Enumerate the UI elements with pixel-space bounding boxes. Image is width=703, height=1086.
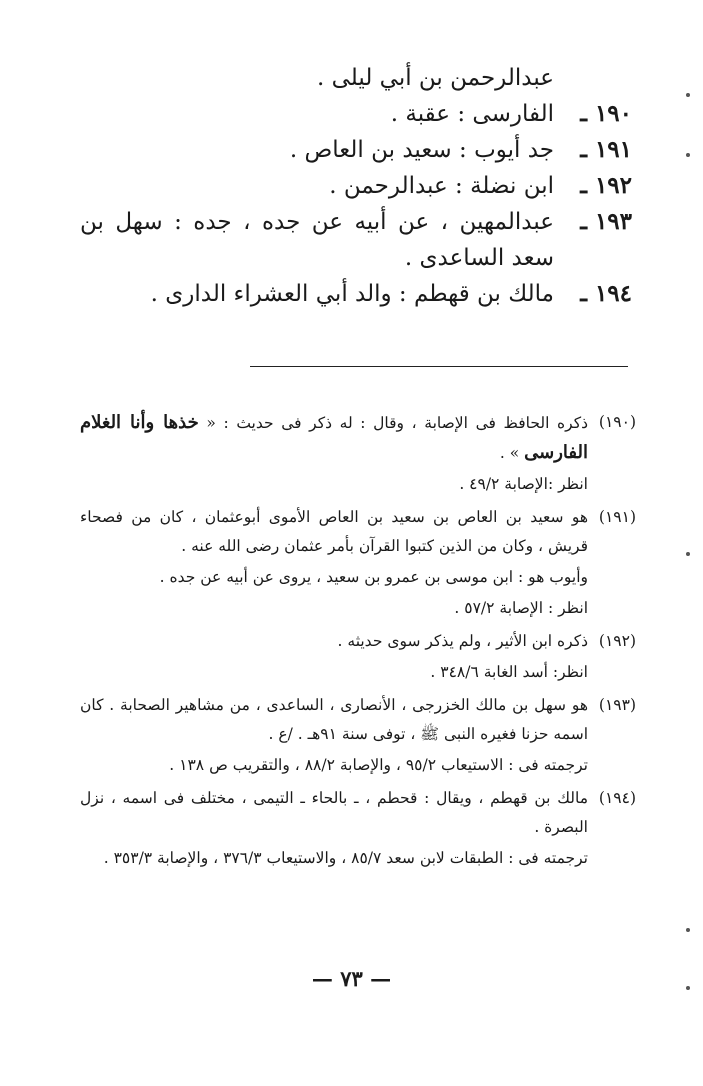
margin-speck <box>686 552 690 556</box>
footnote-text: مالك بن قهطم ، ويقال : قحطم ، ـ بالحاء ـ التيمى ، مختلف فى اسمه ، نزل البصرة . <box>80 789 588 836</box>
entry-192 <box>80 168 632 204</box>
entry-191 <box>80 132 632 168</box>
hadith-quote: خذها وأنا الغلام الفارسى <box>80 412 588 463</box>
footnote-reference: ترجمته فى : الطبقات لابن سعد ٨٥/٧ ، والاستيعاب ٣٧٦/٣ ، والإصابة ٣٥٣/٣ . <box>103 849 588 867</box>
footnote-text: ذكره ابن الأثير ، ولم يذكر سوى حديثه . <box>337 632 588 650</box>
footnote-reference: انظر: أسد الغابة ٣٤٨/٦ . <box>430 663 588 681</box>
entry-number: ١٩٤ ـ <box>580 280 632 307</box>
footnote-190 <box>80 408 636 499</box>
footnote-body: ذكره الحافظ فى الإصابة ، وقال : له ذكر فى حديث : « <box>198 414 588 432</box>
entry-190 <box>80 96 632 132</box>
footnote-reference: انظر :الإصابة ٤٩/٢ . <box>459 475 588 493</box>
entry-number: ١٩٠ ـ <box>580 100 632 127</box>
footnote-tail: » . <box>499 444 525 462</box>
footnote-line: وأيوب هو : ابن موسى بن عمرو بن سعيد ، يروى عن أبيه عن جده . <box>159 568 588 586</box>
footnote-text: هو سعيد بن العاص بن سعيد بن العاص الأموى أبوعثمان ، كان من فصحاء قريش ، وكان من الذين كتبوا القرآن بأمر عثمان رضى الله عنه . <box>80 508 588 555</box>
entry-194 <box>80 276 632 312</box>
footnote-194 <box>80 784 636 873</box>
footnote-reference: انظر : الإصابة ٥٧/٢ . <box>454 599 588 617</box>
margin-speck <box>686 928 690 932</box>
footnote-number: (١٩٢) <box>598 632 636 650</box>
footnotes <box>80 408 636 877</box>
entry-number: ١٩٣ ـ <box>580 208 632 235</box>
margin-speck <box>686 93 690 97</box>
footnote-reference: ترجمته فى : الاستيعاب ٩٥/٢ ، والإصابة ٨٨/٢ ، والتقريب ص ١٣٨ . <box>169 756 588 774</box>
entry-text: مالك بن قهطم : والد أبي العشراء الدارى . <box>150 281 554 307</box>
footnote-191 <box>80 503 636 623</box>
entry-number: ١٩٢ ـ <box>580 172 632 199</box>
footnote-193 <box>80 691 636 780</box>
entry-text: الفارسى : عقبة . <box>390 101 554 127</box>
footnote-number: (١٩١) <box>598 508 636 526</box>
name-entries <box>80 60 632 312</box>
footnote-192 <box>80 627 636 687</box>
entry-193 <box>80 204 632 276</box>
entry-continuation <box>80 60 632 96</box>
page-number: — ٧٣ — <box>311 966 392 991</box>
footnote-text <box>80 408 588 468</box>
footnote-number: (١٩٣) <box>598 696 636 714</box>
entry-number: ١٩١ ـ <box>580 136 632 163</box>
footnote-number: (١٩٤) <box>598 789 636 807</box>
entry-text: ابن نضلة : عبدالرحمن . <box>329 173 554 199</box>
margin-speck <box>686 153 690 157</box>
margin-speck <box>686 986 690 990</box>
footnote-number: (١٩٠) <box>598 413 636 431</box>
entry-text: جد أيوب : سعيد بن العاص . <box>289 137 554 163</box>
entry-text: عبدالمهين ، عن أبيه عن جده ، جده : سهل بن سعد الساعدى . <box>80 209 554 271</box>
entry-text: عبدالرحمن بن أبي ليلى . <box>316 65 554 91</box>
footnote-divider <box>250 366 628 367</box>
footnote-text: هو سهل بن مالك الخزرجى ، الأنصارى ، الساعدى ، من مشاهير الصحابة . كان اسمه حزنا فغيره النبى ﷺ ، توفى سنة ٩١هـ . /ع . <box>80 696 588 743</box>
